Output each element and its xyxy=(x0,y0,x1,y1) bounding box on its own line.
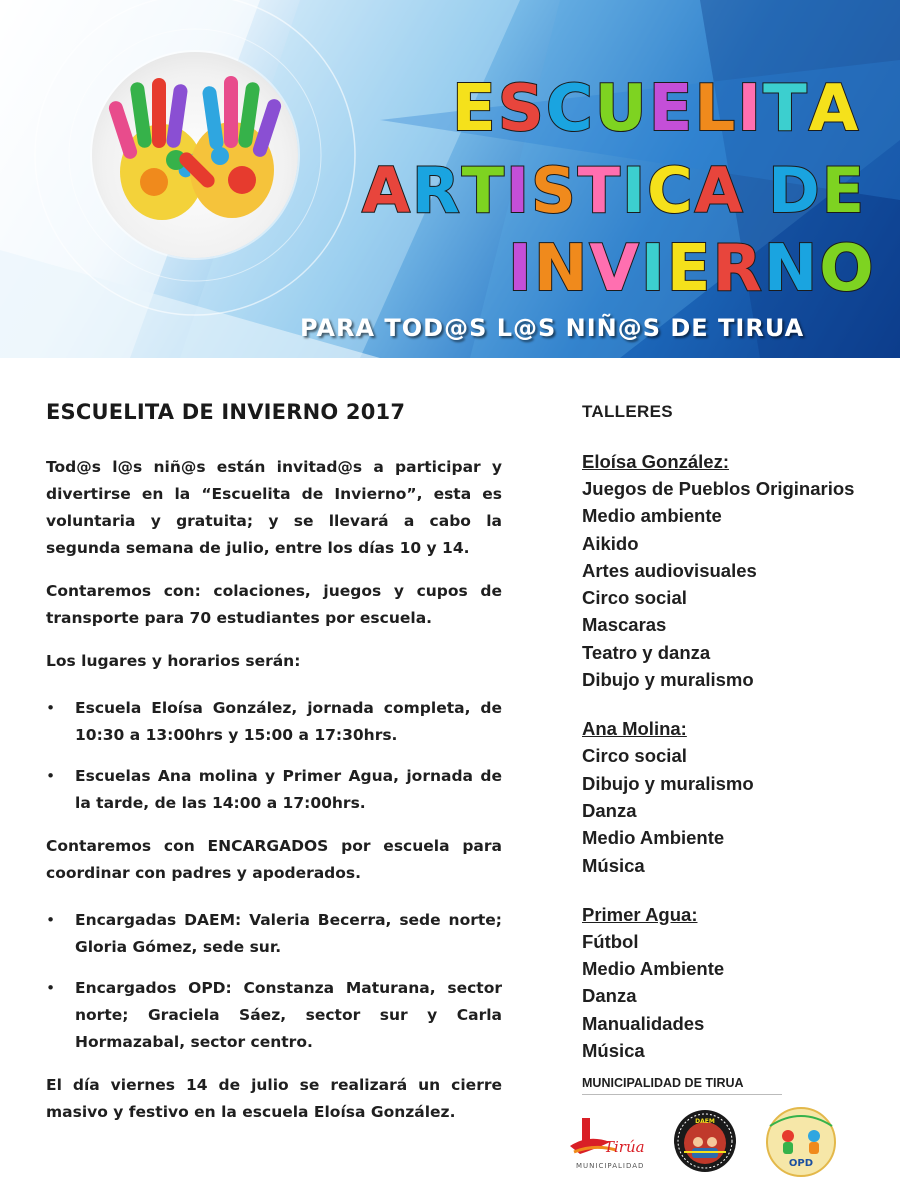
closing-paragraph: El día viernes 14 de julio se realizará un cierre masivo y festivo en la escuela Eloísa González. xyxy=(46,1076,502,1121)
intro-paragraph: Tod@s l@s niñ@s están invitad@s a participar y divertirse en la “Escuelita de Invierno”, esta es voluntaria y gratuita; y se llevará a cabo la segunda semana de julio, entre los días 10 y 14. xyxy=(46,458,502,557)
main-content xyxy=(46,400,502,1142)
title-letter: I xyxy=(508,232,534,306)
bullet-icon: • xyxy=(46,699,56,717)
resources-paragraph: Contaremos con: colaciones, juegos y cupos de transporte para 70 estudiantes por escuela. xyxy=(46,582,502,627)
title-letter: R xyxy=(712,232,764,306)
title-letter: I xyxy=(506,154,532,227)
title-letter: L xyxy=(694,72,738,146)
divider xyxy=(582,1094,782,1095)
title-letter: T xyxy=(461,154,507,227)
list-item: • Encargados OPD: Constanza Maturana, sector norte; Graciela Sáez, sector sur y Carla Hormazabal, sector centro. xyxy=(46,975,502,1056)
title-letter: N xyxy=(533,232,590,306)
list-item: Aikido xyxy=(582,532,639,554)
title-letter: D xyxy=(768,154,822,227)
school-name: Eloísa González: xyxy=(582,451,730,472)
list-item: Medio Ambiente xyxy=(582,958,725,980)
list-item: • Escuelas Ana molina y Primer Agua, jornada de la tarde, de las 14:00 a 17:00hrs. xyxy=(46,763,502,817)
school-name: Primer Agua: xyxy=(582,903,698,925)
title-letter: A xyxy=(694,154,745,227)
daem-logo xyxy=(672,1108,738,1174)
list-item: Música xyxy=(582,854,645,876)
bullet-icon: • xyxy=(46,911,56,929)
title-letter: E xyxy=(821,154,867,227)
title-letter: T xyxy=(577,154,623,227)
title-letter: N xyxy=(763,232,820,306)
list-item: Circo social xyxy=(582,745,687,767)
list-item: Teatro y danza xyxy=(582,641,711,663)
title-letter: E xyxy=(666,232,713,306)
svg-text:Tirúa: Tirúa xyxy=(604,1138,645,1156)
page-heading: ESCUELITA DE INVIERNO 2017 xyxy=(46,400,406,424)
list-item: Música xyxy=(582,1040,645,1062)
school-name: Ana Molina: xyxy=(582,718,687,740)
workshop-group-ana-molina xyxy=(582,715,882,878)
schedule-list xyxy=(46,695,502,817)
list-item: Danza xyxy=(582,799,637,821)
title-letter: C xyxy=(545,72,595,146)
title-letter: U xyxy=(594,72,649,146)
title-line-2 xyxy=(362,154,866,227)
municipality-label: MUNICIPALIDAD DE TIRUA xyxy=(582,1076,744,1090)
title-letter: E xyxy=(648,72,695,146)
title-letter: I xyxy=(640,232,667,306)
title-letter xyxy=(745,154,769,227)
svg-text:MUNICIPALIDAD: MUNICIPALIDAD xyxy=(576,1162,645,1170)
list-item: Medio ambiente xyxy=(582,505,722,527)
schedule-intro: Los lugares y horarios serán: xyxy=(46,652,301,670)
title-letter: E xyxy=(452,72,498,146)
title-letter: A xyxy=(808,72,861,146)
painted-hands-illustration xyxy=(92,52,298,258)
managers-list xyxy=(46,907,502,1056)
title-line-3 xyxy=(508,232,876,306)
list-item: • Escuela Eloísa González, jornada completa, de 10:30 a 13:00hrs y 15:00 a 17:30hrs. xyxy=(46,695,502,749)
list-item: Danza xyxy=(582,985,637,1007)
title-letter: A xyxy=(362,154,412,227)
banner-subtitle: PARA TOD@S L@S NIÑ@S DE TIRUA xyxy=(300,314,805,342)
list-item: Mascaras xyxy=(582,614,667,636)
opd-logo xyxy=(764,1106,838,1178)
title-line-1 xyxy=(452,72,860,146)
list-item: Dibujo y muralismo xyxy=(582,772,754,794)
svg-text:DAEM: DAEM xyxy=(695,1118,715,1125)
title-letter: I xyxy=(622,154,648,227)
title-letter: R xyxy=(411,154,462,227)
header-banner xyxy=(0,0,900,358)
workshop-group-eloisa-gonzalez xyxy=(582,448,882,693)
svg-text:OPD: OPD xyxy=(788,1158,814,1169)
bullet-icon: • xyxy=(46,979,56,997)
title-letter: O xyxy=(819,232,876,306)
list-item: Fútbol xyxy=(582,930,639,952)
title-letter: C xyxy=(647,154,695,227)
list-item: Dibujo y muralismo xyxy=(582,669,754,691)
list-item: Juegos de Pueblos Originarios xyxy=(582,478,855,499)
list-item: Medio Ambiente xyxy=(582,827,725,849)
title-letter: S xyxy=(531,154,578,227)
workshops-sidebar xyxy=(582,402,882,1086)
workshop-group-primer-agua xyxy=(582,901,882,1064)
title-letter: V xyxy=(589,232,641,306)
title-letter: S xyxy=(497,72,546,146)
workshops-heading: TALLERES xyxy=(582,402,673,421)
list-item: • Encargadas DAEM: Valeria Becerra, sede norte; Gloria Gómez, sede sur. xyxy=(46,907,502,961)
managers-paragraph: Contaremos con ENCARGADOS por escuela para coordinar con padres y apoderados. xyxy=(46,837,502,882)
list-item: Artes audiovisuales xyxy=(582,559,757,581)
title-letter: I xyxy=(737,72,764,146)
list-item: Circo social xyxy=(582,587,687,609)
tirua-municipality-logo xyxy=(568,1108,652,1174)
painted-hands-photo xyxy=(92,52,298,258)
list-item: Manualidades xyxy=(582,1012,705,1034)
title-letter: T xyxy=(763,72,809,146)
bullet-icon: • xyxy=(46,767,56,785)
